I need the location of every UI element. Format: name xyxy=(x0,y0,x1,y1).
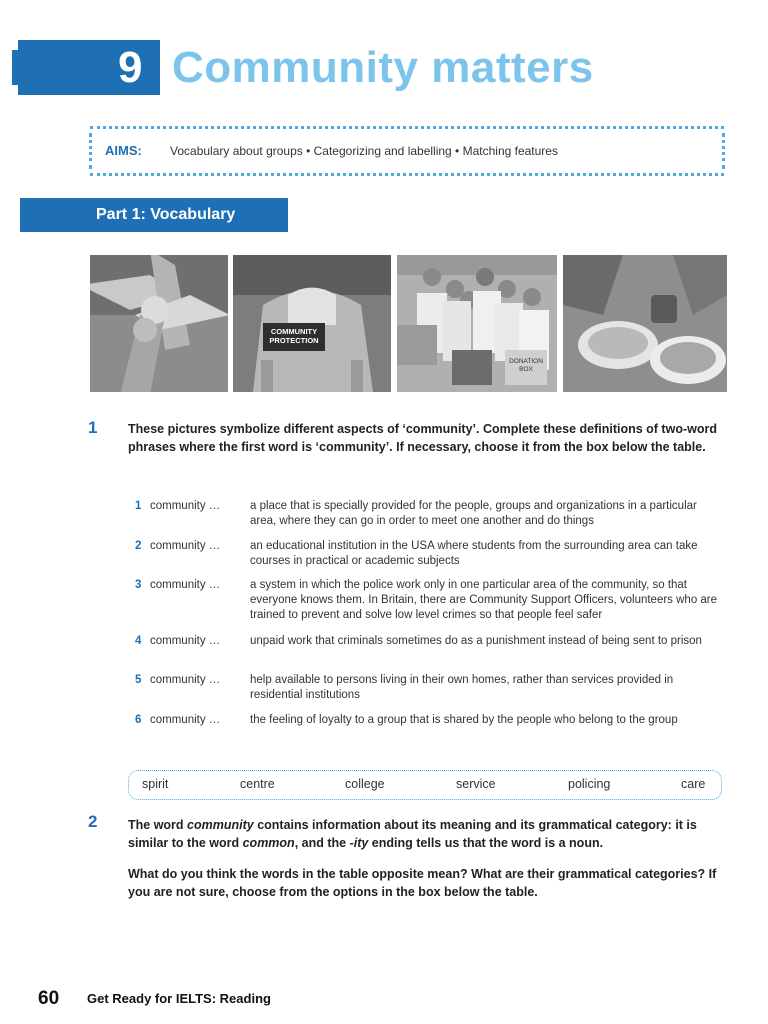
word-choice: service xyxy=(456,777,496,791)
aims-label: AIMS: xyxy=(105,143,142,158)
vest-label: COMMUNITY PROTECTION xyxy=(269,327,319,345)
definition-description: the feeling of loyalty to a group that is shared by the people who belong to the group xyxy=(250,714,678,726)
word-choice: policing xyxy=(568,777,611,791)
question-number-1: 1 xyxy=(88,418,98,437)
emphasis-common: common xyxy=(242,836,295,850)
aims-text: Vocabulary about groups • Categorizing and labelling • Matching features xyxy=(170,144,558,158)
definition-number: 1 xyxy=(135,500,142,512)
chapter-title: Community matters xyxy=(172,43,594,92)
word-choice: college xyxy=(345,777,385,791)
definition-number: 6 xyxy=(135,714,142,726)
word-choice-box xyxy=(128,770,722,800)
question-number-2: 2 xyxy=(88,812,98,831)
emphasis-community: community xyxy=(187,818,254,832)
aims-box xyxy=(90,126,724,176)
definition-description: an educational institution in the USA where students from the surrounding area can take courses in practical or academic subjects xyxy=(250,540,698,567)
question-1-text: These pictures symbolize different aspects of ‘community’. Complete these definitions of two-word phrases where the first word is ‘community’. If necessary, choose it from the box below the table. xyxy=(128,422,717,454)
definition-number: 4 xyxy=(135,635,142,647)
chapter-number: 9 xyxy=(118,43,143,92)
definition-number: 5 xyxy=(135,674,142,686)
photo-joined-hands xyxy=(90,255,228,392)
page-number: 60 xyxy=(38,988,60,1009)
photo-shared-food xyxy=(563,255,727,392)
word-choice: care xyxy=(681,777,706,791)
photo-community-protection xyxy=(233,255,391,392)
definition-number: 3 xyxy=(135,579,142,591)
word-choice: spirit xyxy=(142,777,169,791)
definition-description: unpaid work that criminals sometimes do as a punishment instead of being sent to prison xyxy=(250,635,702,647)
definition-word: community … xyxy=(150,714,221,726)
part-title: Part 1: Vocabulary xyxy=(96,206,236,223)
definition-word: community … xyxy=(150,500,221,512)
definition-description: a place that is specially provided for the people, groups and organizations in a particular area, where they can go in order to meet one another and do things xyxy=(250,500,697,527)
donation-box-label: DONATION BOX xyxy=(509,358,543,373)
question-2-paragraph-2: What do you think the words in the table opposite mean? What are their grammatical categories? If you are not sure, choose from the options in the box below the table. xyxy=(128,867,717,899)
definition-description: help available to persons living in their own homes, rather than services provided in residential institutions xyxy=(250,674,674,701)
photo-volunteers xyxy=(397,255,557,392)
word-choice: centre xyxy=(240,777,275,791)
question-2-paragraph-1: The word community contains information about its meaning and its grammatical category: it is similar to the word common, and the -ity ending tells us that the word is a noun. xyxy=(128,818,697,850)
definition-word: community … xyxy=(150,540,221,552)
definition-number: 2 xyxy=(135,540,142,552)
definition-word: community … xyxy=(150,635,221,647)
definition-word: community … xyxy=(150,579,221,591)
definition-description: a system in which the police work only in one particular area of the community, so that everyone knows them. In Britain, there are Community Support Officers, volunteers who are trained to prevent and solve low level crimes so that people feel safer xyxy=(250,579,718,621)
definition-word: community … xyxy=(150,674,221,686)
book-title: Get Ready for IELTS: Reading xyxy=(87,991,271,1006)
emphasis-ity: -ity xyxy=(349,836,369,850)
